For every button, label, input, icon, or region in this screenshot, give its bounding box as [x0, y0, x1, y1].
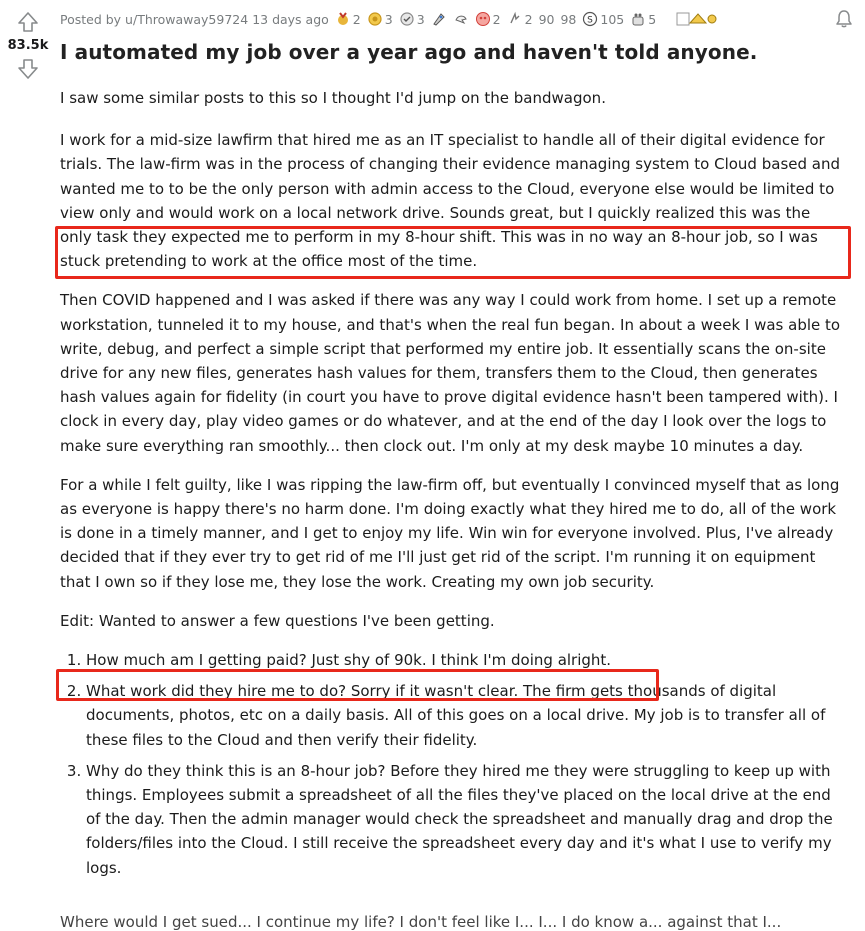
broken-image-award-icon [662, 11, 706, 27]
award-5[interactable]: 2 [475, 11, 501, 27]
party-award-icon [630, 11, 646, 27]
svg-text:S: S [587, 15, 594, 26]
paragraph-2: I work for a mid-size lawfirm that hired me as an IT specialist to handle all of their digital evidence for trials. The law-firm was in the process of changing their evidence managing system to Cloud based and wanted me to to be the only person with admin access to the Cloud, everyone else would be limited to view only and would work on a local network drive. Sounds great, but I quickly realized this was the only task they expected me to perform in my 8-hour shift. This was in no way an 8-hour job, so I was stuck pretending to work at the office most of the time. [60, 131, 840, 271]
award-10[interactable]: 5 [630, 11, 656, 27]
bell-icon [834, 9, 854, 29]
paragraph-1: I saw some similar posts to this so I thought I'd jump on the bandwagon. [60, 89, 606, 107]
cutoff-fade [0, 901, 865, 931]
award-7[interactable]: 90 [538, 11, 555, 27]
vote-column [0, 0, 56, 83]
list-item: 3. Why do they think this is an 8-hour job? Before they hired me they were struggling to keep up with things. Employees submit a spreadsheet of all the files they've placed on the local drive at the end of the day. Then the admin manager would check the spreadsheet and manually drag and drop the folders/files into the Cloud. I still receive the spreadsheet every day and it's what I use to verify my logs. [86, 759, 842, 880]
awards-row[interactable] [335, 11, 706, 27]
award-4[interactable] [453, 11, 469, 27]
post-time: 13 days ago [252, 11, 329, 27]
post-score: 83.5k [7, 38, 49, 53]
notification-bell-button[interactable] [833, 8, 855, 30]
answers-list [60, 648, 842, 880]
award-0[interactable]: 2 [335, 11, 361, 27]
heart-eyes-award-icon [475, 11, 491, 27]
silver-coin-award-icon [582, 11, 598, 27]
award-1[interactable]: 3 [367, 11, 393, 27]
downvote-button[interactable] [14, 55, 42, 83]
paragraph-3: Then COVID happened and I was asked if there was any way I could work from home. I set up a remote workstation, tunneled it to my house, and that's when the real fun began. In about a week I was able to write, debug, and perfect a simple script that performed my entire job. It essentially scans the on-site drive for any new files, generates hash values for them, transfers them to the Cloud, then generates hash values again for fidelity (in court you have to prove digital evidence hasn't been tampered with). I clock in every day, play video games or do whatever, and at the end of the day I look over the logs to make sure everything ran smoothly... then clock out. I'm only at my desk maybe 10 minutes a day. [60, 291, 841, 455]
list-item: 1. How much am I getting paid? Just shy of 90k. I think I'm doing alright. [86, 648, 842, 672]
author-line[interactable] [60, 12, 329, 27]
bird-award-icon [453, 11, 469, 27]
list-item: 2. What work did they hire me to do? Sorry if it wasn't clear. The firm gets thousands of digital documents, photos, etc on a daily basis. All of this goes on a local drive. My job is to transfer all of these files to the Cloud and then verify their fidelity. [86, 679, 842, 752]
upvote-button[interactable] [14, 8, 42, 36]
post-title[interactable]: I automated my job over a year ago and haven't told anyone. [60, 40, 758, 64]
paragraph-4: For a while I felt guilty, like I was ripping the law-firm off, but eventually I convinced myself that as long as everyone is happy there's no harm done. I'm doing exactly what they hired me to do, all of the work is done in a timely manner, and I get to enjoy my life. Win win for everyone involved. Plus, I've already decided that if they ever try to get rid of me I'll just get rid of the script. I'm running it on equipment that I own so if they lose me, they lose the work. Creating my own job security. [60, 475, 840, 591]
rocket-award-icon [431, 11, 447, 27]
gold-medal-award-icon [335, 11, 351, 27]
gold-award-icon [367, 11, 383, 27]
upvote-arrow-icon [17, 11, 39, 33]
post-body [60, 86, 842, 887]
downvote-arrow-icon [17, 58, 39, 80]
wave-award-icon [507, 11, 523, 27]
cutoff-line: Where would I get sued... I continue my life? I don't feel like I... I... I do know a... against that I... [60, 913, 782, 931]
paragraph-edit: Edit: Wanted to answer a few questions I've been getting. [60, 611, 495, 630]
post-meta [60, 8, 850, 30]
award-6[interactable]: 2 [507, 11, 533, 27]
award-8[interactable]: 98 [560, 11, 577, 27]
author-link[interactable]: Posted by u/Throwaway59724 [60, 11, 249, 27]
award-9[interactable]: S 105 [582, 11, 624, 27]
award-11[interactable] [662, 11, 706, 27]
helpful-award-icon [399, 11, 415, 27]
award-2[interactable]: 3 [399, 11, 425, 27]
award-3[interactable] [431, 11, 447, 27]
